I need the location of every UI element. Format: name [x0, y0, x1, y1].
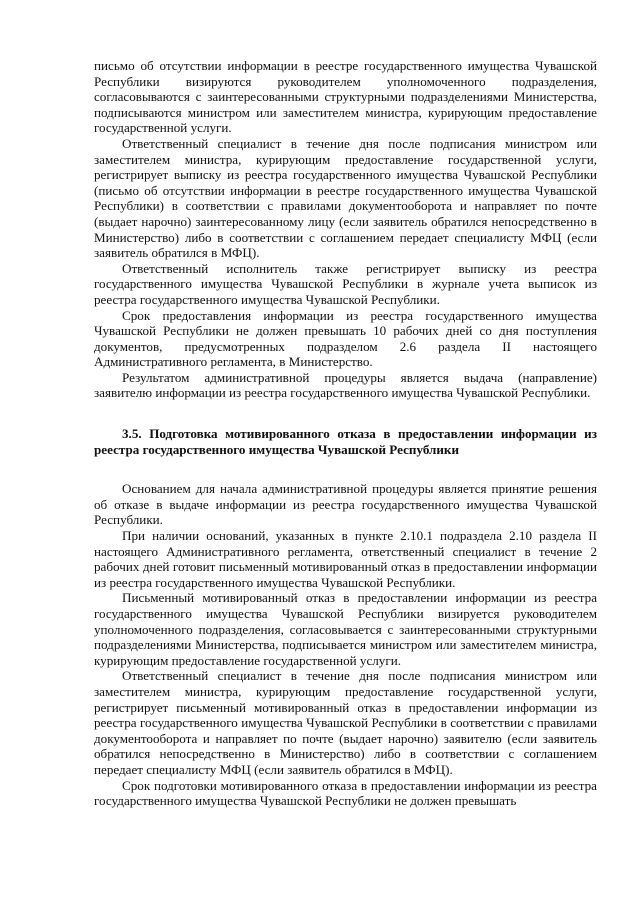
document-page — [94, 58, 597, 809]
paragraph: Письменный мотивированный отказ в предоставлении информации из реестра государственного имущества Чувашской Республики визируется руководителем уполномоченного подразделения, согласовывается с заинтересованными структурными подразделениями Министерства, подписывается министром или заместителем министра, курирующим предоставление государственной услуги. — [94, 590, 597, 668]
paragraph: Результатом административной процедуры является выдача (направление) заявителю информации из реестра государственного имущества Чувашской Республики. — [94, 369, 597, 401]
paragraph-continuation: письмо об отсутствии информации в реестре государственного имущества Чувашской Республики визируются руководителем уполномоченного подразделения, согласовываются с заинтересованными структурными подразделениями Министерства, подписываются министром или заместителем министра, курирующим предоставление государственной услуги. — [94, 58, 597, 136]
section-heading: 3.5. Подготовка мотивированного отказа в предоставлении информации из реестра государственного имущества Чувашской Республики — [94, 426, 597, 457]
paragraph: Основанием для начала административной процедуры является принятие решения об отказе в выдаче информации из реестра государственного имущества Чувашской Республики. — [94, 481, 597, 528]
paragraph: При наличии оснований, указанных в пункте 2.10.1 подраздела 2.10 раздела II настоящего Административного регламента, ответственный специалист в течение 2 рабочих дней готовит письменный мотивированный отказ в предоставлении информации из реестра государственного имущества Чувашской Республики. — [94, 528, 597, 590]
paragraph: Срок предоставления информации из реестра государственного имущества Чувашской Республики не должен превышать 10 рабочих дней со дня поступления документов, предусмотренных подразделом 2.6 раздела II настоящего Административного регламента, в Министерство. — [94, 307, 597, 370]
paragraphs-before-section — [94, 58, 597, 401]
paragraph: Ответственный специалист в течение дня после подписания министром или заместителем министра, курирующим предоставление государственной услуги, регистрирует письменный мотивированный отказ в предоставлении информации из реестра государственного имущества Чувашской Республики в соответствии с правилами документооборота и направляет по почте (выдает нарочно) заявителю (если заявитель обратился непосредственно в Министерство) либо в соответствии с соглашением передает специалисту МФЦ (если заявитель обратился в МФЦ). — [94, 668, 597, 777]
paragraphs-after-section — [94, 481, 597, 808]
paragraph: Срок подготовки мотивированного отказа в предоставлении информации из реестра государственного имущества Чувашской Республики не должен превышать — [94, 777, 597, 809]
paragraph: Ответственный исполнитель также регистрирует выписку из реестра государственного имущества Чувашской Республики в журнале учета выписок из реестра государственного имущества Чувашской Республики. — [94, 260, 597, 307]
paragraph: Ответственный специалист в течение дня после подписания министром или заместителем министра, курирующим предоставление государственной услуги, регистрирует выписку из реестра государственного имущества Чувашской Республики (письмо об отсутствии информации в реестре государственного имущества Чувашской Республики) в соответствии с правилами документооборота и направляет по почте (выдает нарочно) заинтересованному лицу (если заявитель обратился непосредственно в Министерство) либо в соответствии с соглашением передает специалисту МФЦ (если заявитель обратился в МФЦ). — [94, 135, 597, 261]
